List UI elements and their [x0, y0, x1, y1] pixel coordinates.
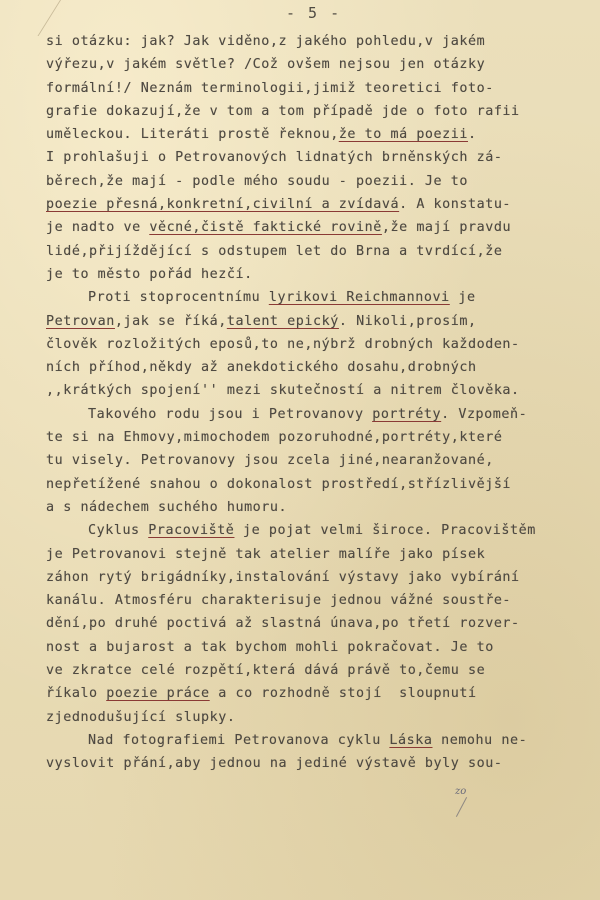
underlined-phrase: lyrikovi Reichmannovi [268, 290, 450, 306]
text-line [46, 356, 598, 379]
text-run: záhon rytý brigádníky,instalování výstavy jako vybírání [46, 569, 520, 585]
page-number: - 5 - [286, 4, 342, 22]
text-line [46, 310, 598, 333]
text-run: je pojat velmi široce. Pracovištěm [234, 523, 536, 539]
text-line [46, 706, 598, 729]
text-run: ,,krátkých spojení'' mezi skutečností a nitrem člověka. [46, 383, 520, 399]
text-run: říkalo [46, 686, 107, 702]
text-run: běrech,že mají - podle mého soudu - poezii. Je to [46, 173, 468, 189]
text-run: I prohlašuji o Petrovanových lidnatých brněnských zá- [46, 150, 503, 166]
text-run: je Petrovanovi stejně tak atelier malíře jako písek [46, 546, 486, 562]
underlined-phrase: poezie práce [106, 686, 210, 702]
text-line [46, 426, 598, 449]
text-line [46, 379, 598, 402]
text-run: výřezu,v jakém světle? /Což ovšem nejsou jen otázky [46, 57, 486, 73]
text-run: si otázku: jak? Jak viděno,z jakého pohledu,v jakém [46, 34, 486, 49]
text-line [46, 636, 598, 659]
underlined-phrase: že to má poezii [338, 127, 468, 143]
text-run: ,že mají pravdu [381, 220, 512, 236]
text-line [46, 170, 598, 193]
underlined-phrase: portréty [372, 406, 442, 422]
text-run: nepřetížené snahou o dokonalost prostředí,střízlivější [46, 476, 512, 492]
text-run: zjednodušující slupky. [46, 709, 236, 725]
text-run: a co rozhodně stojí sloupnutí [209, 686, 477, 702]
text-run: kanálu. Atmosféru charakterisuje jednou vážné soustře- [46, 593, 512, 609]
text-line [46, 566, 598, 589]
text-line [46, 193, 598, 216]
text-line [46, 263, 598, 286]
text-line [46, 449, 598, 472]
underlined-phrase: Láska [389, 732, 433, 748]
text-line [46, 473, 598, 496]
text-run: . Nikoli,prosím, [338, 313, 477, 329]
text-line [46, 77, 598, 100]
text-run: . Vzpomeň- [441, 406, 528, 422]
text-run: . A konstatu- [399, 197, 512, 213]
text-line [46, 589, 598, 612]
text-run: Nad fotografiemi Petrovanova cyklu [88, 732, 390, 748]
text-run: lidé,přijíždějící s odstupem let do Brna a tvrdící,že [46, 243, 503, 259]
underlined-phrase: talent epický [226, 313, 339, 329]
text-run: dění,po druhé poctivá až slastná únava,po třetí rozver- [46, 616, 520, 632]
text-line [46, 216, 598, 239]
text-line [46, 146, 598, 169]
text-line [46, 286, 598, 309]
text-run: grafie dokazují,že v tom a tom případě jde o foto rafii [46, 103, 520, 119]
underlined-phrase: poezie přesná,konkretní,civilní a zvídavá [46, 197, 400, 213]
text-line [46, 519, 598, 542]
handwritten-slash-mark [456, 797, 467, 817]
text-line [46, 612, 598, 635]
text-run: nost a bujarost a tak bychom mohli pokračovat. Je to [46, 639, 494, 655]
text-run: Proti stoprocentnímu [88, 290, 269, 306]
text-line [46, 752, 598, 775]
text-line [46, 333, 598, 356]
underlined-phrase: Pracoviště [148, 523, 235, 539]
text-line [46, 543, 598, 566]
underlined-phrase: Petrovan [46, 313, 115, 329]
text-run: je [449, 290, 476, 306]
text-line [46, 100, 598, 123]
text-line [46, 240, 598, 263]
text-run: a s nádechem suchého humoru. [46, 499, 288, 515]
text-line [46, 496, 598, 519]
underlined-phrase: věcné,čistě faktické rovině [149, 220, 382, 236]
text-run: Takového rodu jsou i Petrovanovy [88, 406, 373, 422]
text-run: je to město pořád hezčí. [46, 266, 253, 282]
text-run: tu visely. Petrovanovy jsou zcela jiné,nearanžované, [46, 453, 494, 469]
text-run: te si na Ehmovy,mimochodem pozoruhodné,portréty,které [46, 430, 503, 446]
text-line [46, 123, 598, 146]
text-line [46, 403, 598, 426]
text-line [46, 30, 598, 53]
text-line [46, 53, 598, 76]
text-run: uměleckou. Literáti prostě řeknou, [46, 127, 339, 143]
text-line [46, 682, 598, 705]
text-run: nemohu ne- [432, 732, 528, 748]
text-run: je nadto ve [46, 220, 150, 236]
text-run: ve zkratce celé rozpětí,která dává právě to,čemu se [46, 663, 486, 679]
text-run: člověk rozložitých eposů,to ne,nýbrž drobných každoden- [46, 336, 520, 352]
handwritten-margin-note: zo [455, 786, 467, 797]
text-run: vyslovit přání,aby jednou na jediné výstavě byly sou- [46, 756, 503, 772]
text-run: ,jak se říká, [114, 313, 227, 329]
text-run: formální!/ Neznám terminologii,jimiž teoretici foto- [46, 80, 494, 96]
text-line [46, 729, 598, 752]
body-text [46, 30, 598, 776]
text-line [46, 659, 598, 682]
text-run: . [468, 127, 477, 143]
text-run: Cyklus [88, 523, 149, 539]
text-run: ních příhod,někdy až anekdotického dosahu,drobných [46, 360, 477, 376]
